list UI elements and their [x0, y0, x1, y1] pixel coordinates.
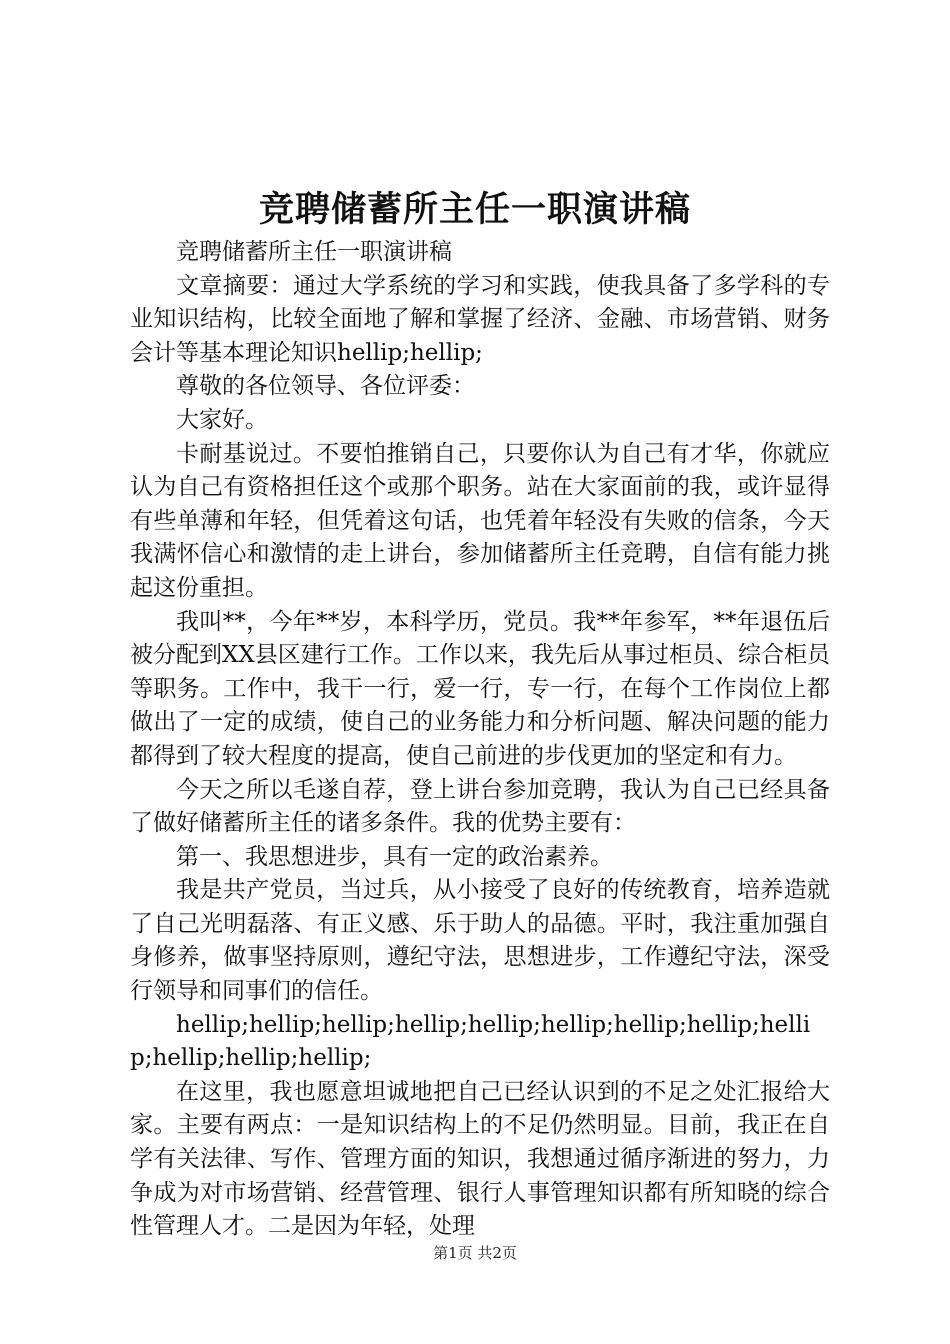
paragraph-salutation: 尊敬的各位领导、各位评委：: [176, 373, 475, 400]
document-title: 竞聘储蓄所主任一职演讲稿: [258, 189, 691, 230]
paragraph-shortcomings: 在这里，我也愿意坦诚地把自己已经认识到的不足之处汇报给大家。主要有两点：一是知识结构上的不足仍然明显。目前，我正在自学有关法律、写作、管理方面的知识，我想通过循序渐进的努力，力争成为对市场营销、经营管理、银行人事管理知识都有所知晓的综合性管理人才。二是因为年轻，处理: [130, 1078, 830, 1240]
page-number-footer: 第1页 共2页: [433, 1244, 517, 1262]
paragraph-heading-repeat: 竞聘储蓄所主任一职演讲稿: [176, 239, 452, 265]
paragraph-abstract: 文章摘要：通过大学系统的学习和实践，使我具备了多学科的专业知识结构，比较全面地了解和掌握了经济、金融、市场营销、财务会计等基本理论知识hellip;hellip;: [130, 272, 830, 366]
paragraph-carnegie-quote: 卡耐基说过。不要怕推销自己，只要你认为自己有才华，你就应认为自己有资格担任这个或那个职务。站在大家面前的我，或许显得有些单薄和年轻，但凭着这句话，也凭着年轻没有失败的信条，今天我满怀信心和激情的走上讲台，参加储蓄所主任竞聘，自信有能力挑起这份重担。: [130, 440, 830, 601]
paragraph-point-one: 第一、我思想进步，具有一定的政治素养。: [176, 843, 613, 870]
paragraph-self-introduction: 我叫**，今年**岁，本科学历，党员。我**年参军，**年退伍后被分配到XX县区建行工作。工作以来，我先后从事过柜员、综合柜员等职务。工作中，我干一行，爱一行，专一行，在每个工作岗位上都做出了一定的成绩，使自己的业务能力和分析问题、解决问题的能力都得到了较大程度的提高，使自己前进的步伐更加的坚定和有力。: [130, 608, 830, 769]
paragraph-greeting: 大家好。: [176, 406, 268, 433]
paragraph-ellipsis: hellip;hellip;hellip;hellip;hellip;hellip;hellip;hellip;hellip;hellip;hellip;hellip;: [130, 1011, 811, 1072]
paragraph-point-one-detail: 我是共产党员，当过兵，从小接受了良好的传统教育，培养造就了自己光明磊落、有正义感、乐于助人的品德。平时，我注重加强自身修养，做事坚持原则，遵纪守法，思想进步，工作遵纪守法，深受行领导和同事们的信任。: [130, 877, 830, 1005]
paragraph-advantages-intro: 今天之所以毛遂自荐，登上讲台参加竞聘，我认为自己已经具备了做好储蓄所主任的诸多条件。我的优势主要有：: [130, 776, 830, 837]
document-body: [130, 236, 830, 1244]
